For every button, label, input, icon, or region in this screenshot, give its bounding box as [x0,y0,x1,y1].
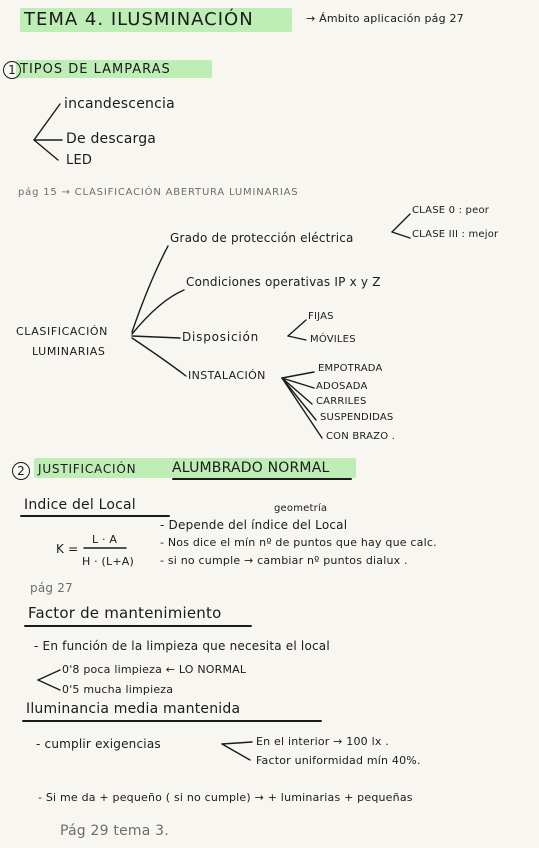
lamp-type-item: incandescencia [64,96,175,112]
section2-title-a: JUSTIFICACIÓN [38,462,137,476]
factor-option: 0'5 mucha limpieza [62,683,174,696]
clase-0: CLASE 0 : peor [412,205,490,216]
page-reference: pág 15 → CLASIFICACIÓN ABERTURA LUMINARIAS [18,187,299,198]
footer-reference: Pág 29 tema 3. [60,823,169,839]
lamp-type-item: De descarga [66,131,157,147]
indice-note: - si no cumple → cambiar nº puntos dialux . [160,554,408,567]
iluminancia-heading: Iluminancia media mantenida [26,701,241,717]
formula-numerator: L · A [92,533,118,546]
section1-number: 1 [3,61,21,79]
page-title: TEMA 4. ILUSMINACIÓN [24,9,254,30]
indice-note: - Depende del índice del Local [160,518,348,532]
iluminancia-underline [22,720,322,722]
section1-title: TIPOS DE LAMPARAS [20,62,171,77]
indice-heading: Indice del Local [24,497,136,513]
indice-page: pág 27 [30,581,73,595]
branch-instalacion: INSTALACIÓN [188,369,266,382]
iluminancia-left: - cumplir exigencias [36,737,161,751]
section2-number: 2 [12,462,30,480]
clase-3: CLASE III : mejor [412,229,499,240]
disposicion-fijas: FIJAS [308,311,334,322]
factor-heading: Factor de mantenimiento [28,604,222,622]
formula-k: K = [56,542,79,556]
indice-underline [20,515,170,517]
section2-underline [172,478,352,480]
instalacion-item: EMPOTRADA [318,363,383,374]
instalacion-item: CON BRAZO . [326,431,396,442]
iluminancia-item: En el interior → 100 lx . [256,735,389,748]
classification-root-2: LUMINARIAS [32,345,106,358]
branch-condiciones: Condiciones operativas IP x y Z [186,275,381,289]
factor-option: 0'8 poca limpieza ← LO NORMAL [62,663,247,676]
branch-grado: Grado de protección eléctrica [170,231,354,245]
disposicion-moviles: MÓVILES [310,334,356,345]
factor-line: - En función de la limpieza que necesita el local [34,639,330,653]
iluminancia-item: Factor uniformidad mín 40%. [256,754,421,767]
lamp-type-item: LED [66,153,93,168]
section2-title-b: ALUMBRADO NORMAL [172,460,330,476]
header-note: → Ámbito aplicación pág 27 [306,12,464,25]
instalacion-item: SUSPENDIDAS [320,412,394,423]
classification-root: CLASIFICACIÓN [16,325,109,338]
iluminancia-last: - Si me da + pequeño ( si no cumple) → + luminarias + pequeñas [38,791,413,804]
branch-disposicion: Disposición [182,330,260,344]
instalacion-item: CARRILES [316,396,367,407]
factor-underline [24,625,252,627]
instalacion-item: ADOSADA [316,381,368,392]
formula-denominator: H · (L+A) [82,555,135,568]
indice-annotation: geometría [274,503,328,514]
indice-note: - Nos dice el mín nº de puntos que hay que calc. [160,536,437,549]
